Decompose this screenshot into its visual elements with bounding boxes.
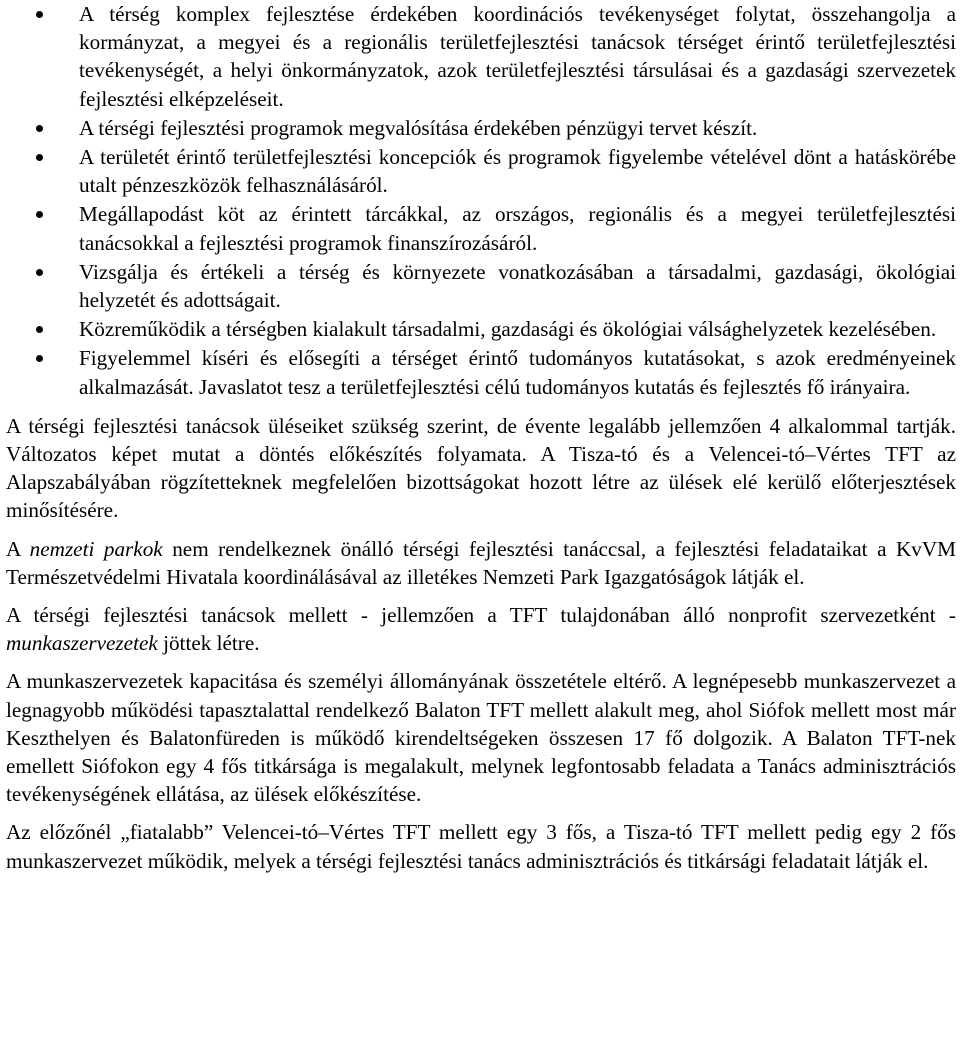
paragraph-national-parks — [6, 535, 956, 591]
paragraph-work-organizations-start: A térségi fejlesztési tanácsok mellett - jellemzően a TFT tulajdonában álló nonprofit szervezetként - — [6, 603, 956, 628]
task-bullet-list — [6, 0, 956, 401]
paragraph-work-organizations-rest: jöttek létre. — [157, 631, 260, 656]
bullet-item-assessment: Vizsgálja és értékeli a térség és környezete vonatkozásában a társadalmi, gazdasági, ökológiai helyzetét és adottságait. — [6, 258, 956, 314]
bullet-item-crisis-management: Közreműködik a térségben kialakult társadalmi, gazdasági és ökológiai válsághelyzetek kezelésében. — [6, 315, 956, 343]
bullet-item-funds-decision: A területét érintő területfejlesztési koncepciók és programok figyelembe vételével dönt a hatáskörébe utalt pénzeszközök felhasználásáról. — [6, 143, 956, 199]
bullet-item-coordination: A térség komplex fejlesztése érdekében koordinációs tevékenységet folytat, összehangolja a kormányzat, a megyei és a regionális területfejlesztési tanácsok térséget érintő területfejlesztési tevékenységét, a helyi önkormányzatok, azok területfejlesztési társulásai és a gazdasági szervezetek fejlesztési elképzeléseit. — [6, 0, 956, 113]
paragraph-work-organizations — [6, 601, 956, 657]
bullet-item-research: Figyelemmel kíséri és elősegíti a térséget érintő tudományos kutatásokat, s azok eredményeinek alkalmazását. Javaslatot tesz a területfejlesztési célú tudományos kutatás és fejlesztés fő irányaira. — [6, 344, 956, 400]
paragraph-national-parks-start: A — [6, 536, 30, 561]
paragraph-capacity: A munkaszervezetek kapacitása és személyi állományának összetétele eltérő. A legnépesebb munkaszervezet a legnagyobb működési tapasztalattal rendelkező Balaton TFT mellett alakult meg, ahol Siófok mellett most már Keszthelyen és Balatonfüreden is működő kirendeltségeken összesen 17 fő dolgozik. A Balaton TFT-nek emellett Siófokon egy 4 fős titkársága is megalakult, melynek legfontosabb feladata a Tanács adminisztrációs tevékenységének ellátása, az ülések előkészítése. — [6, 669, 956, 807]
paragraph-smaller-organizations: Az előzőnél „fiatalabb” Velencei-tó–Vértes TFT mellett egy 3 fős, a Tisza-tó TFT mellett pedig egy 2 fős munkaszervezet működik, melyek a térségi fejlesztési tanács adminisztrációs és titkársági feladatait látják el. — [6, 820, 956, 873]
bullet-item-agreements: Megállapodást köt az érintett tárcákkal, az országos, regionális és a megyei területfejlesztési tanácsokkal a fejlesztési programok finanszírozásáról. — [6, 200, 956, 256]
term-national-parks: nemzeti parkok — [29, 536, 163, 561]
bullet-item-financial-plan: A térségi fejlesztési programok megvalósítása érdekében pénzügyi tervet készít. — [6, 114, 956, 142]
term-work-organizations: munkaszervezetek — [6, 631, 158, 656]
paragraph-meetings: A térségi fejlesztési tanácsok üléseiket szükség szerint, de évente legalább jellemzően 4 alkalommal tartják. Változatos képet mutat a döntés előkészítés folyamata. A Tisza-tó és a Velencei-tó–Vértes TFT az Alapszabályában rögzítetteknek megfelelően bizottságokat hozott létre az ülések elé kerülő előterjesztések minősítésére. — [6, 413, 956, 523]
paragraph-national-parks-rest: nem rendelkeznek önálló térségi fejlesztési tanáccsal, a fejlesztési feladataikat a KvVM Természetvédelmi Hivatala koordinálásával az illetékes Nemzeti Park Igazgatóságok látják el. — [6, 536, 957, 589]
